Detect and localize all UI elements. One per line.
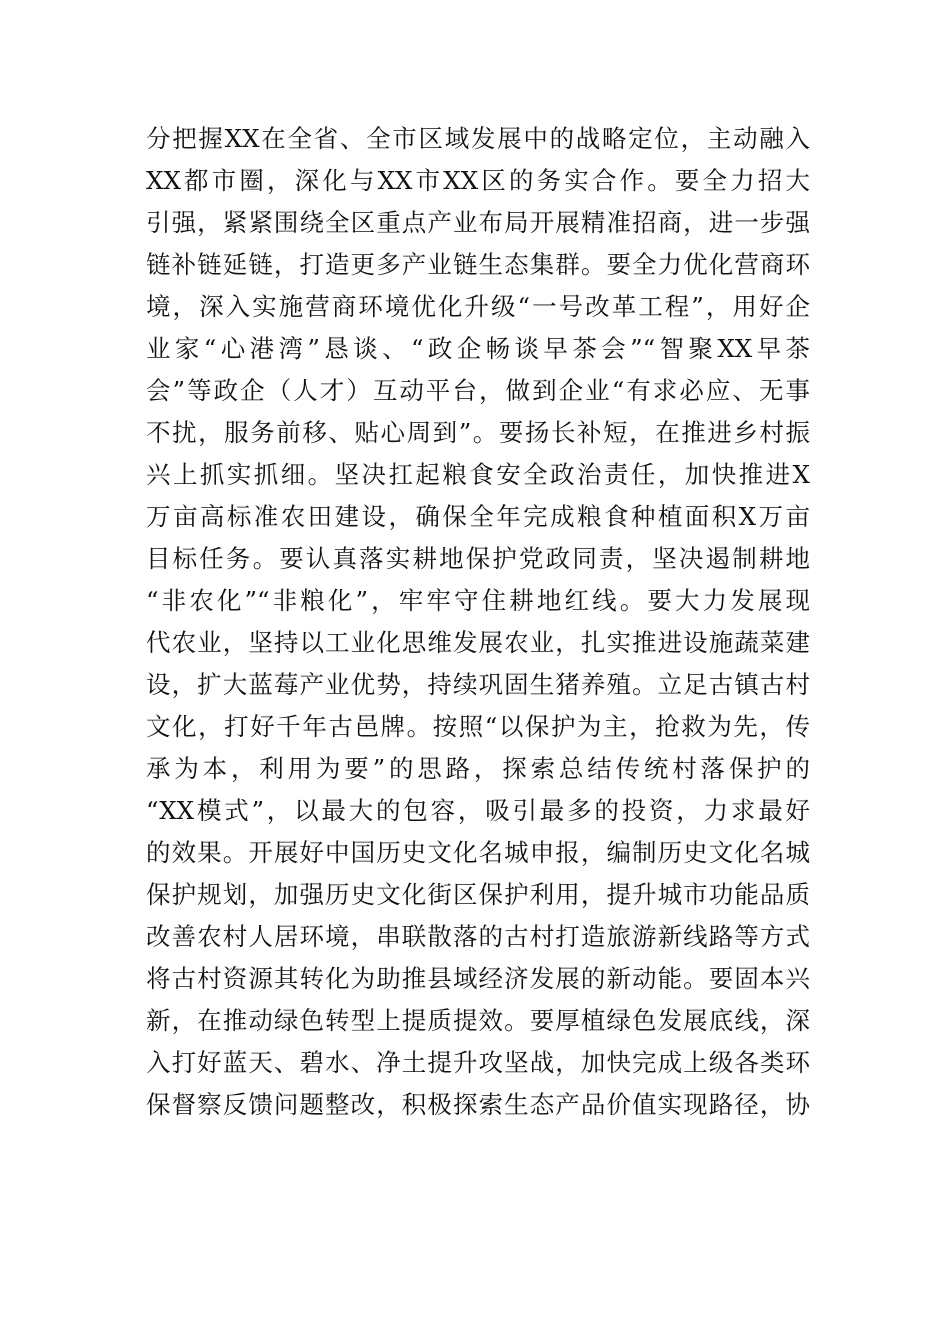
- text-line-12: “非农化”“非粮化”，牢牢守住耕地红线。要大力发展现: [146, 586, 810, 615]
- text-line-4: 链补链延链，打造更多产业链生态集群。要全力优化营商环: [146, 250, 810, 279]
- text-line-22: 新，在推动绿色转型上提质提效。要厚植绿色发展底线，深: [146, 1006, 810, 1035]
- text-line-2: XX都市圈，深化与XX市XX区的务实合作。要全力招大: [146, 166, 810, 195]
- text-line-19: 保护规划，加强历史文化街区保护利用，提升城市功能品质: [146, 880, 810, 909]
- text-line-20: 改善农村人居环境，串联散落的古村打造旅游新线路等方式: [146, 922, 810, 951]
- text-line-14: 设，扩大蓝莓产业优势，持续巩固生猪养殖。立足古镇古村: [146, 670, 810, 699]
- text-line-11: 目标任务。要认真落实耕地保护党政同责，坚决遏制耕地: [146, 544, 810, 573]
- text-line-6: 业家“心港湾”恳谈、“政企畅谈早茶会”“智聚XX早茶: [146, 334, 810, 363]
- text-line-18: 的效果。开展好中国历史文化名城申报，编制历史文化名城: [146, 838, 810, 867]
- text-line-5: 境，深入实施营商环境优化升级“一号改革工程”，用好企: [146, 292, 810, 321]
- text-line-21: 将古村资源其转化为助推县域经济发展的新动能。要固本兴: [146, 964, 810, 993]
- body-paragraph: [146, 118, 810, 1126]
- text-line-10: 万亩高标准农田建设，确保全年完成粮食种植面积X万亩: [146, 502, 810, 531]
- text-line-17: “XX模式”，以最大的包容，吸引最多的投资，力求最好: [146, 796, 810, 825]
- text-line-7: 会”等政企（人才）互动平台，做到企业“有求必应、无事: [146, 376, 810, 405]
- text-line-1: 分把握XX在全省、全市区域发展中的战略定位，主动融入: [146, 124, 810, 153]
- text-line-24: 保督察反馈问题整改，积极探索生态产品价值实现路径，协: [146, 1090, 810, 1119]
- text-line-3: 引强，紧紧围绕全区重点产业布局开展精准招商，进一步强: [146, 208, 810, 237]
- text-line-13: 代农业，坚持以工业化思维发展农业，扎实推进设施蔬菜建: [146, 628, 810, 657]
- text-line-15: 文化，打好千年古邑牌。按照“以保护为主，抢救为先，传: [146, 712, 810, 741]
- text-line-9: 兴上抓实抓细。坚决扛起粮食安全政治责任，加快推进X: [146, 460, 810, 489]
- text-line-16: 承为本，利用为要”的思路，探索总结传统村落保护的: [146, 754, 810, 783]
- text-line-23: 入打好蓝天、碧水、净土提升攻坚战，加快完成上级各类环: [146, 1048, 810, 1077]
- text-line-8: 不扰，服务前移、贴心周到”。要扬长补短，在推进乡村振: [146, 418, 810, 447]
